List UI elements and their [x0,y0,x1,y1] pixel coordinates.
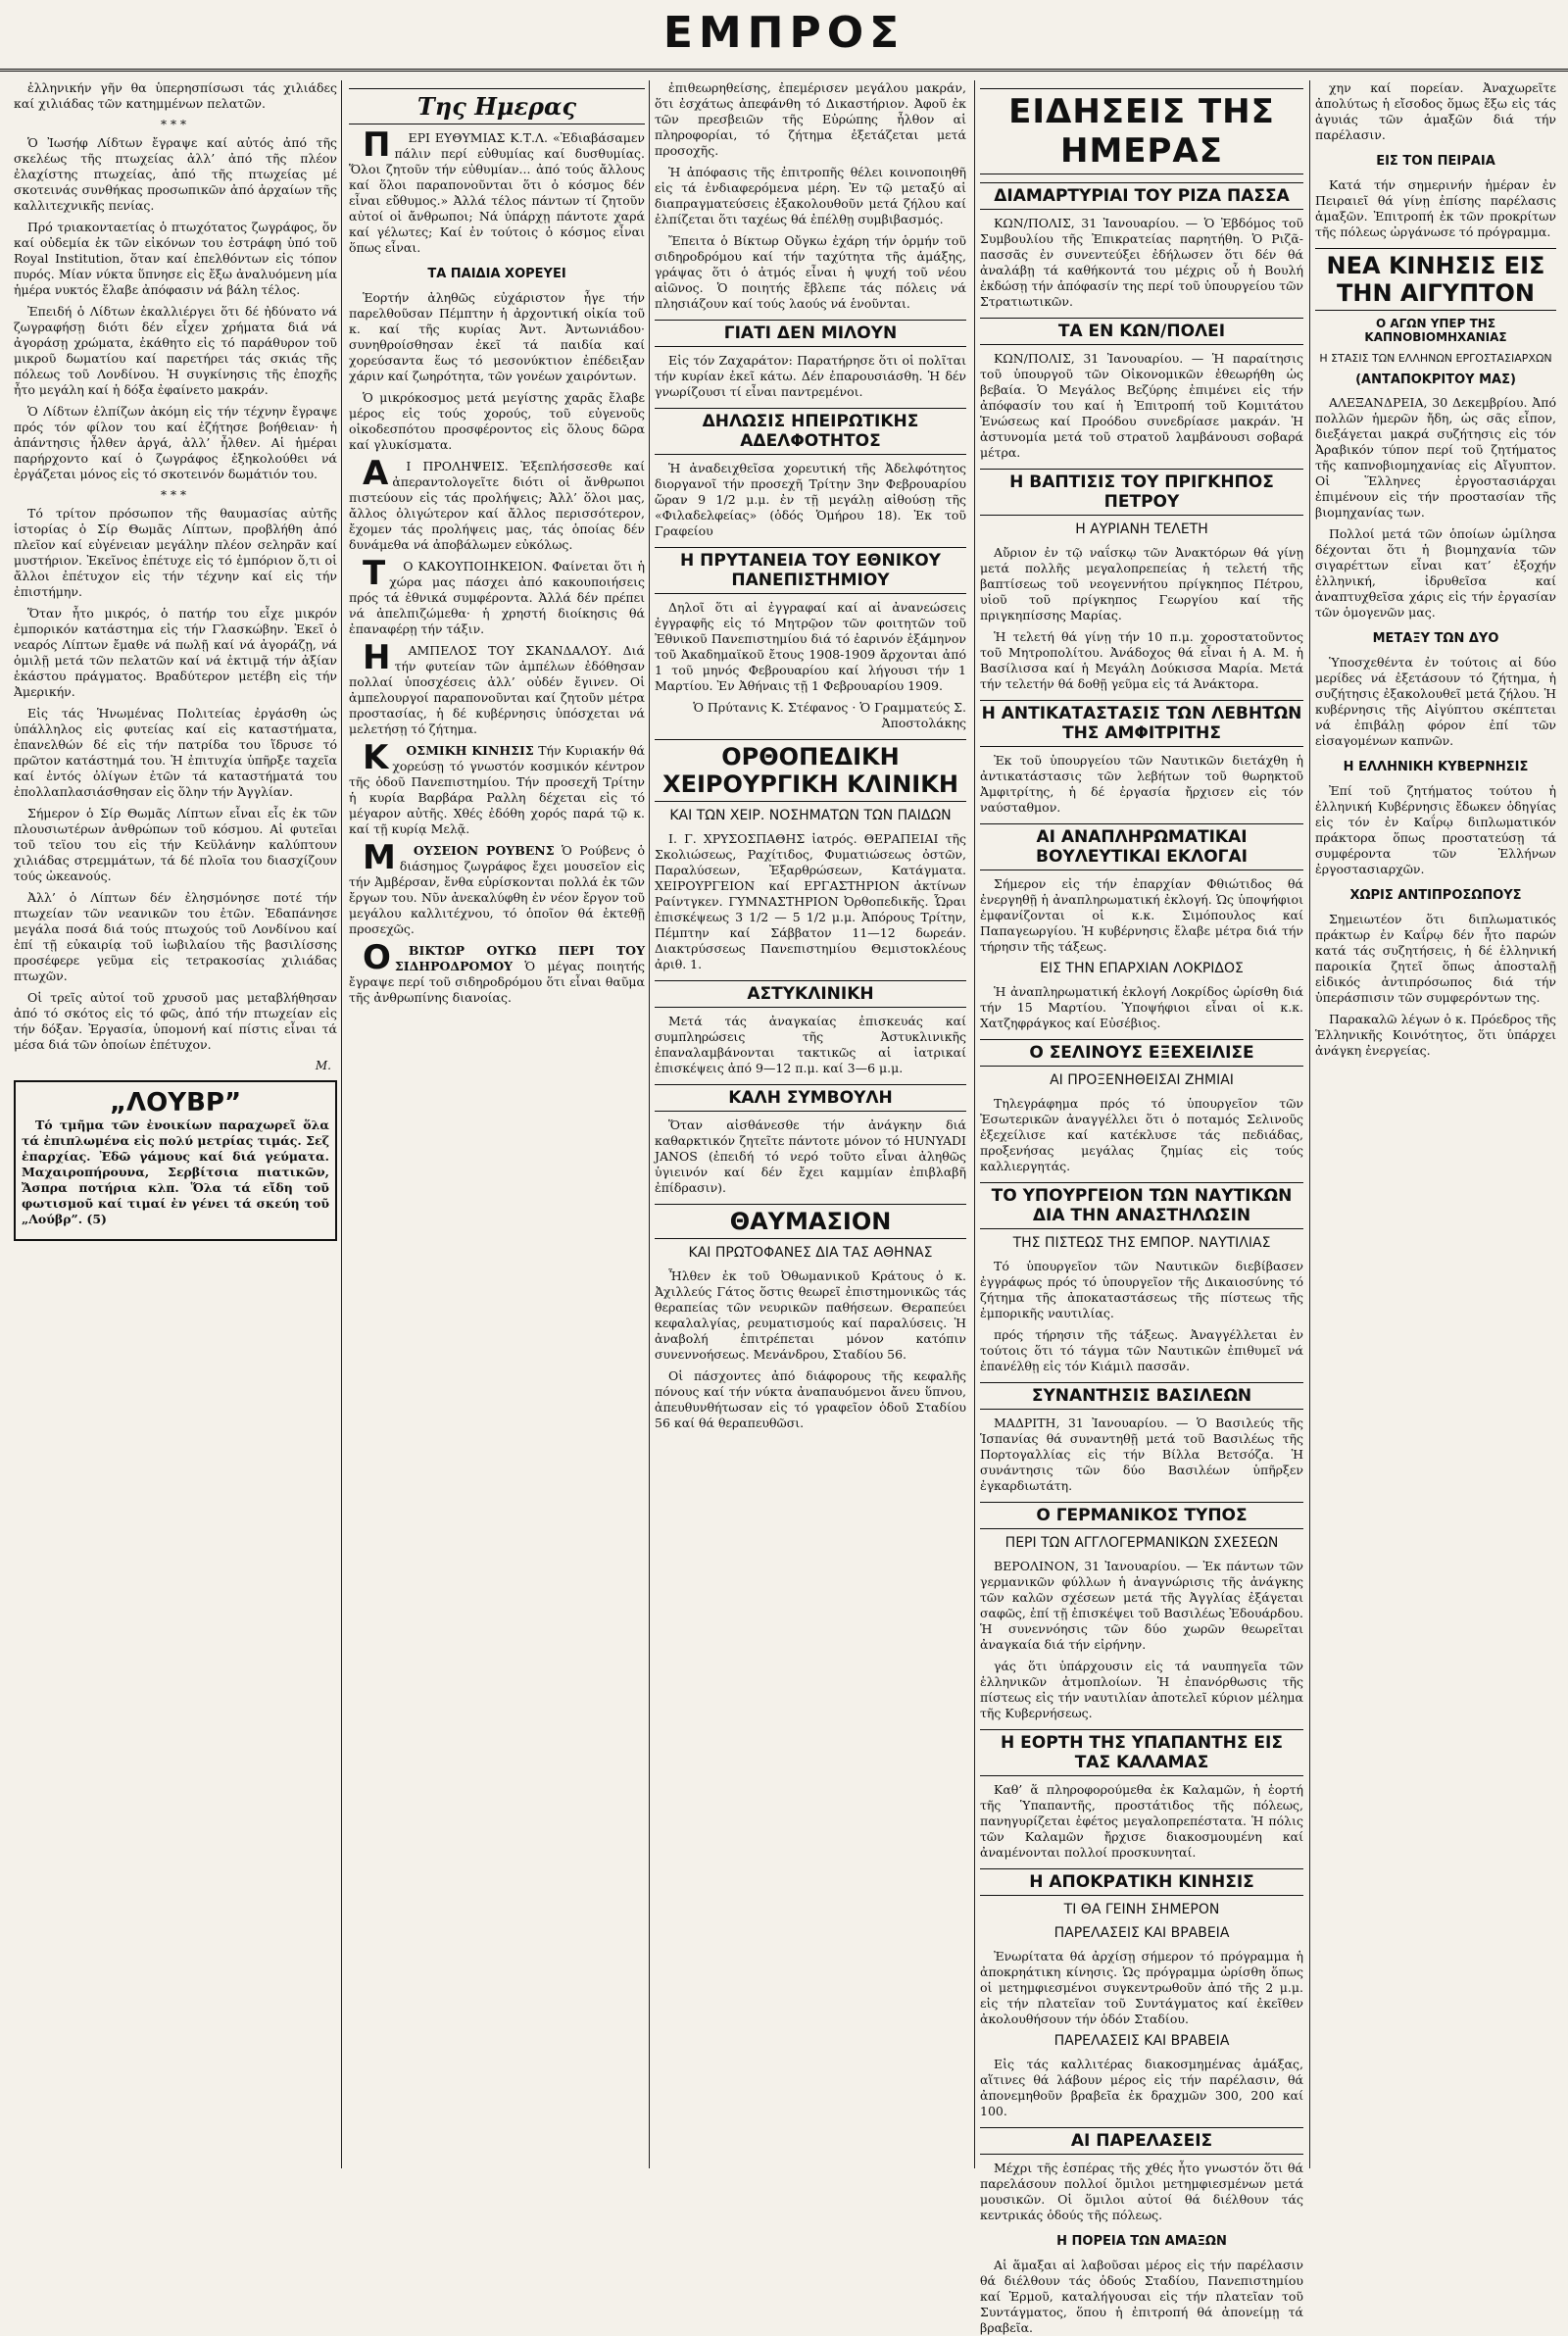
drop-cap: Η [363,638,391,677]
article-paragraph: Τηλεγράφημα πρός τό ὑπουργεῖον τῶν Ἐσωτερικῶν ἀναγγέλλει ὅτι ὁ ποταμός Σελινοῦς ἐξεχείλισε καί κατέκλυσε τάς πεδιάδας, προξενήσας μεγάλας ζημίας εἰς τούς καλλιεργητάς. [980,1096,1303,1173]
article-paragraph: Ἦλθεν ἐκ τοῦ Ὀθωμανικοῦ Κράτους ὁ κ. Ἀχιλλεύς Γάτος ὅστις θεωρεῖ ἐπιστημονικῶς τάς θεραπείας τῶν νευρικῶν παθήσεων. Θεραπεύει κεφαλαλγίας, ρευματισμούς καί παραλύσεις. Ἡ ἀναβολή ἐπιτρέπεται μόνον κατόπιν συνεννοήσεως. Μενάνδρου, Σταδίου 56. [655,1268,966,1362]
article-signature: Ὁ Πρύτανις Κ. Στέφανος · Ὁ Γραμματεύς Σ. Ἀποστολάκης [693,700,966,730]
article-paragraph: Εἰς τάς Ἡνωμένας Πολιτείας ἐργάσθη ὡς ὑπάλληλος εἰς φυτείας καί εἰς καταστήματα, ἐπανελθών δέ εἰς τήν πατρίδα του ἵδρυσε τό πρῶτον κατάστημά του. Ἡ ἐπιτυχία ὑπῆρξε ταχεῖα καί ἐντός ὀλίγων ἐτῶν τά καταστήματά του ἐπολλαπλασιάσθησαν εἰς ὅλην τήν Ἀγγλίαν. [14,706,337,799]
article-paragraph: Ὑποσχεθέντα ἐν τούτοις αἱ δύο μερίδες νά ἐξετάσουν τό ζήτημα, ἡ συζήτησις ἐξακολουθεῖ μετά ζήλου. Ἡ κυβέρνησις τῆς Αἰγύπτου σκέπτεται νά ἐπιβάλῃ φόρον ἐπί τῶν εἰσαγομένων καπνῶν. [1315,655,1556,748]
article-paragraph: ΑΛΕΞΑΝΔΡΕΙΑ, 30 Δεκεμβρίου. Ἀπό πολλῶν ἡμερῶν ἤδη, ὡς σᾶς εἶπον, διεξάγεται μακρά συζήτησις εἰς τόν Ἀραβικόν τύπον περί τοῦ ζητήματος τῆς καπνοβιομηχανίας εἰς Αἴγυπτον. Οἱ Ἕλληνες ἐργοστασιάρχαι ἐπιμένουν εἰς τήν προστασίαν τῆς βιομηχανίας των. [1315,395,1556,520]
column-5 [1315,80,1556,2168]
article-paragraph: Αὔριον ἐν τῷ ναΐσκῳ τῶν Ἀνακτόρων θά γίνῃ μετά πολλῆς μεγαλοπρεπείας ἡ τελετή τῆς βαπτίσεως τοῦ νεογεννήτου πρίγκηπος Πέτρου, υἱοῦ τοῦ πρίγκηπος Γεωργίου καί τῆς πριγκηπίσσης Μαρίας. [980,545,1303,622]
article-paragraph: Ὁ Ρούβενς ὁ διάσημος ζωγράφος ἔχει μουσεῖον εἰς τήν Ἀμβέρσαν, ἔνθα εὑρίσκονται πολλά ἐκ τῶν ἔργων του. Νῦν ἀνεκαλύφθη ἐν νέον ἔργον τοῦ μεγάλου καλλιτέχνου, τό ὁποῖον θά ἐκτεθῇ προσεχῶς. [349,843,645,936]
article-paragraph: ΕΡΙ ΕΥΘΥΜΙΑΣ Κ.Τ.Λ. «Ἐδιαβάσαμεν πάλιν περί εὐθυμίας καί δυσθυμίας. Ὅλοι ζητοῦν τήν εὐθυμίαν... ἀπό τούς ἄλλους καί ὅλοι παραπονοῦνται ὅτι ὁ κόσμος δέν εἶναι εὔθυμος.» Ἀλλά τέλος πάντων τί ζητοῦν αὐτοί οἱ ἄνθρωποι; Νά ὑπάρχῃ πάντοτε χαρά καί γέλωτες; Καί ἐν τούτοις ὁ κόσμος εἶναι ὅπως εἶναι. [349,130,645,255]
article-paragraph: Οἱ τρεῖς αὐτοί τοῦ χρυσοῦ μας μεταβλήθησαν ἀπό τό σκότος εἰς τό φῶς, ἀπό τήν πτωχείαν εἰς τήν δόξαν. Ἐργασία, ὑπομονή καί πίστις εἶναι τά μέσα διά τῶν ὁποίων ἐπέτυχον. [14,990,337,1052]
column-rule [974,80,975,2168]
article-paragraph: Σήμερον εἰς τήν ἐπαρχίαν Φθιώτιδος θά ἐνεργηθῇ ἡ ἀναπληρωματική ἐκλογή. Ὡς ὑποψήφιοι ἐμφανίζονται οἱ κ.κ. Σιμόπουλος καί Παπαγεωργίου. Ἡ κυβέρνησις ἔλαβε μέτρα διά τήν τήρησιν τῆς τάξεως. [980,876,1303,954]
article-heading: ΔΗΛΩΣΙΣ ΗΠΕΙΡΩΤΙΚΗΣ ΑΔΕΛΦΟΤΗΤΟΣ [655,408,966,455]
article-paragraph: Πολλοί μετά τῶν ὁποίων ὡμίλησα δέχονται ὅτι ἡ βιομηχανία τῶν σιγαρέττων εἶναι κατ’ ἐξοχήν ἑλληνική, ἰδρυθεῖσα καί ἀναπτυχθεῖσα χάρις εἰς τήν ἐργασίαν τῶν ὁμογενῶν μας. [1315,526,1556,620]
author-signature: Μ. [315,1059,331,1072]
article-paragraph: Σημειωτέον ὅτι διπλωματικός πράκτωρ ἐν Καΐρῳ δέν ἦτο παρών κατά τάς συζητήσεις, ἡ δέ ἑλληνική παροικία ζητεῖ ὅπως ἀποσταλῇ εἰδικός ἀντιπρόσωπος διά τήν ὑπεράσπισιν τῶν συμφερόντων της. [1315,912,1556,1005]
article-paragraph: Ο ΚΑΚΟΥΠΟΙΗΚΕΙΟΝ. Φαίνεται ὅτι ἡ χώρα μας πάσχει ἀπό κακουποιήσεις πρός τά ἐθνικά συμφέροντα. Ἀλλά δέν πρέπει νά ἀπελπιζώμεθα· ἡ χρηστή διοίκησις θά ἐπαναφέρῃ τήν τάξιν. [349,559,645,636]
article-subheading: ΠΑΡΕΛΑΣΕΙΣ ΚΑΙ ΒΡΑΒΕΙΑ [1054,1925,1230,1941]
article-paragraph: Καθ’ ἅ πληροφορούμεθα ἐκ Καλαμῶν, ἡ ἑορτή τῆς Ὑπαπαντῆς, προστάτιδος τῆς πόλεως, πανηγυρίζεται ἐφέτος μεγαλοπρεπέστατα. Ἡ πόλις τῶν Καλαμῶν ἤρχισε διακοσμουμένη καί ἀναμένονται πολλοί προσκυνηταί. [980,1782,1303,1860]
article-subheading: Η ΣΤΑΣΙΣ ΤΩΝ ΕΛΛΗΝΩΝ ΕΡΓΟΣΤΑΣΙΑΡΧΩΝ [1319,352,1552,365]
article-paragraph: Ὁ μικρόκοσμος μετά μεγίστης χαρᾶς ἔλαβε μέρος εἰς τούς χορούς, τοῦ εὐγενοῦς οἰκοδεσπότου προσφέροντος εἰς ὅλους δῶρα καί γλυκίσματα. [349,390,645,452]
article-heading: ΔΙΑΜΑΡΤΥΡΙΑΙ ΤΟΥ ΡΙΖΑ ΠΑΣΣΑ [980,182,1303,210]
article-paragraph: Ἡ ἀναπληρωματική ἐκλογή Λοκρίδος ὡρίσθη διά τήν 15 Μαρτίου. Ὑποψήφιοι εἶναι οἱ κ.κ. Χατζηφράγκος καί Εὐσέβιος. [980,984,1303,1030]
column-3 [655,80,966,2168]
article-heading: ΤΑ ΠΑΙΔΙΑ ΧΟΡΕΥΕΙ [427,267,566,281]
section-title: ΕΙΔΗΣΕΙΣ ΤΗΣ ΗΜΕΡΑΣ [980,88,1303,174]
article-paragraph: Τό ὑπουργεῖον τῶν Ναυτικῶν διεβίβασεν ἐγγράφως πρός τό ὑπουργεῖον τῆς Δικαιοσύνης τό ζήτημα τῆς ἀποκαταστάσεως τῆς πίστεως τῆς ἐμπορικῆς ναυτιλίας. [980,1259,1303,1320]
column-4 [980,80,1303,2335]
article-paragraph: Ὁ Λίδτων ἐλπίζων ἀκόμη εἰς τήν τέχνην ἔγραψε πρός τόν φίλον του καί ἐζήτησε βοήθειαν· ἡ ἀπάντησις ἦλθεν ἀργά, ἀλλ’ ἦλθεν. Αἱ ἡμέραι παρήρχοντο καί ὁ ζωγράφος ἐξηκολούθει νά ἐργάζεται μόνος εἰς τό σκοτεινόν δωμάτιόν του. [14,404,337,481]
article-heading: ΘΑΥΜΑΣΙΟΝ [655,1204,966,1239]
article-heading: Η ΕΛΛΗΝΙΚΗ ΚΥΒΕΡΝΗΣΙΣ [1343,760,1529,774]
article-heading: Η ΠΡΥΤΑΝΕΙΑ ΤΟΥ ΕΘΝΙΚΟΥ ΠΑΝΕΠΙΣΤΗΜΙΟΥ [655,547,966,594]
article-paragraph: Ι. Γ. ΧΡΥΣΟΣΠΑΘΗΣ ἰατρός. ΘΕΡΑΠΕΙΑΙ τῆς Σκολιώσεως, Ραχίτιδος, Φυματιώσεως ὀστῶν, Παραλύσεων, Ἐξαρθρώσεων, Κατάγματα. ΧΕΙΡΟΥΡΓΕΙΟΝ καί ΕΡΓΑΣΤΗΡΙΟΝ ἀκτίνων Ραίντγκεν. ΓΥΜΝΑΣΤΗΡΙΟΝ Ὀρθοπεδικῆς. Ὧραι ἐπισκέψεως 3 1/2 — 5 1/2 μ.μ. Ἀπόρους Τρίτην, Πέμπτην καί Σάββατον 11—12 δωρεάν. Διακτρύσσεως Πανεπιστημίου Θεμιστοκλέους ἀριθ. 1. [655,831,966,971]
article-heading: ΕΙΣ ΤΟΝ ΠΕΙΡΑΙΑ [1376,154,1495,169]
article-paragraph: ΚΩΝ/ΠΟΛΙΣ, 31 Ἰανουαρίου. — Ὁ Ἐβδόμος τοῦ Συμβουλίου τῆς Ἐπικρατείας παρητήθη. Ὁ Ριζᾶ-πασσᾶς ἐν συνεντεύξει ἐδήλωσεν ὅτι δέν θά ἀναλάβῃ τά καθήκοντά του μέχρις οὗ ἡ Βουλή ἐκδώσῃ τήν ἀπόφασίν της περί τοῦ ὑπουργείου τῶν Στρατιωτικῶν. [980,216,1303,309]
article-subheading: ΠΑΡΕΛΑΣΕΙΣ ΚΑΙ ΒΡΑΒΕΙΑ [1054,2033,1230,2049]
drop-cap: Κ [363,738,389,777]
article-paragraph: Δηλοῖ ὅτι αἱ ἐγγραφαί καί αἱ ἀνανεώσεις ἐγγραφῆς εἰς τό Μητρῷον τῶν φοιτητῶν τοῦ Ἐθνικοῦ Πανεπιστημίου διά τό ἐαρινόν ἑξάμηνον τοῦ Ἀκαδημαϊκοῦ ἔτους 1908-1909 ἄρχονται ἀπό 1 τοῦ μηνός Φεβρουαρίου καί λήγουσι τήν 1 Μαρτίου. Ἐν Ἀθήναις τῇ 1 Φεβρουαρίου 1909. [655,600,966,693]
article-paragraph: Ὅταν αἰσθάνεσθε τήν ἀνάγκην διά καθαρκτικόν ζητεῖτε πάντοτε μόνον τό HUNYADI JANOS (ἐπειδή τό νερό τοῦτο εἶναι ἀληθῶς ὑγιεινόν καί δέν ἔχει καμμίαν ἐπιβλαβῆ ἐπίδρασιν). [655,1118,966,1195]
article-subheading: Η ΑΥΡΙΑΝΗ ΤΕΛΕΤΗ [1075,522,1208,537]
drop-cap: Τ [363,554,386,593]
article-subheading: ΚΑΙ ΠΡΩΤΟΦΑΝΕΣ ΔΙΑ ΤΑΣ ΑΘΗΝΑΣ [688,1245,933,1261]
article-heading: ΧΩΡΙΣ ΑΝΤΙΠΡΟΣΩΠΟΥΣ [1349,888,1522,903]
article-heading: ΒΙΚΤΩΡ ΟΥΓΚΩ ΠΕΡΙ ΤΟΥ ΣΙΔΗΡΟΔΡΟΜΟΥ [394,943,645,973]
article-heading: Η ΒΑΠΤΙΣΙΣ ΤΟΥ ΠΡΙΓΚΗΠΟΣ ΠΕΤΡΟΥ [980,469,1303,516]
article-heading: ΚΑΛΗ ΣΥΜΒΟΥΛΗ [655,1084,966,1112]
article-paragraph: ΚΩΝ/ΠΟΛΙΣ, 31 Ἰανουαρίου. — Ἡ παραίτησις τοῦ ὑπουργοῦ τῶν Οἰκονομικῶν ἐθεωρήθη ὡς βεβαία. Ὁ Μεγάλος Βεζύρης ἐπιμένει εἰς τήν ἀπόφασίν του καί ἡ Ἐπιτροπή τοῦ Κομιτάτου Ἑνώσεως καί Προόδου συνεδρίασε μακράν. Ἡ ἀστυνομία μετά τοῦ στρατοῦ λαμβάνουσι σοβαρά μέτρα. [980,351,1303,460]
article-paragraph: Μετά τάς ἀναγκαίας ἐπισκευάς καί συμπληρώσεις τῆς Ἀστυκλινικῆς ἐπαναλαμβάνονται τακτικῶς αἱ ἰατρικαί ἐπισκέψεις ἀπό 9—12 π.μ. καί 3—6 μ.μ. [655,1014,966,1075]
column-rule [1309,80,1310,2168]
article-heading: ΜΕΤΑΞΥ ΤΩΝ ΔΥΟ [1372,631,1499,646]
drop-cap: Α [363,454,389,493]
section-stars: *** [161,488,190,502]
article-heading: ΤΟ ΥΠΟΥΡΓΕΙΟΝ ΤΩΝ ΝΑΥΤΙΚΩΝ ΔΙΑ ΤΗΝ ΑΝΑΣΤΗΛΩΣΙΝ [980,1182,1303,1229]
masthead [0,0,1568,72]
article-heading: Ο ΓΕΡΜΑΝΙΚΟΣ ΤΥΠΟΣ [980,1502,1303,1529]
article-subheading: ΠΕΡΙ ΤΩΝ ΑΓΓΛΟΓΕΡΜΑΝΙΚΩΝ ΣΧΕΣΕΩΝ [1004,1535,1279,1551]
article-paragraph: Ἔπειτα ὁ Βίκτωρ Οὔγκω ἐχάρη τήν ὁρμήν τοῦ σιδηροδρόμου καί τήν ταχύτητα τῆς ἁμάξης, γράψας ὅτι ὁ ἀτμός εἶναι ἡ ψυχή τοῦ νέου αἰῶνος. Ὁ ποιητής ἔβλεπε τάς πόλεις νά πλησιάζουν καί τούς λαούς νά ἑνοῦνται. [655,233,966,311]
article-paragraph: Κατά τήν σημερινήν ἡμέραν ἐν Πειραιεῖ θά γίνῃ ἐπίσης παρέλασις ἁμαξῶν. Ἐπιτροπή ἐκ τῶν προκρίτων τῆς πόλεως ὠργάνωσε τό πρόγραμμα. [1315,177,1556,239]
article-heading: ΓΙΑΤΙ ΔΕΝ ΜΙΛΟΥΝ [655,320,966,347]
article-paragraph: Εἰς τόν Ζαχαράτον: Παρατήρησε ὅτι οἱ πολῖται τήν κυρίαν ἐκεῖ κάτω. Δέν ἐπαρουσιάσθη. Ἡ δέν γνωρίζουσι τί εἶναι παντρεμένοι. [655,353,966,399]
article-heading: ΑΣΤΥΚΛΙΝΙΚΗ [655,980,966,1008]
article-paragraph: Μέχρι τῆς ἑσπέρας τῆς χθές ἦτο γνωστόν ὅτι θά παρελάσουν πολλοί ὅμιλοι μετημφιεσμένων μετά μουσικῶν. Οἱ ὅμιλοι αὐτοί θά διέλθουν τάς κεντρικάς ὁδούς τῆς πόλεως. [980,2161,1303,2222]
article-paragraph: Αἱ ἅμαξαι αἱ λαβοῦσαι μέρος εἰς τήν παρέλασιν θά διέλθουν τάς ὁδούς Σταδίου, Πανεπιστημίου καί Ἑρμοῦ, καταλήγουσαι εἰς τήν πλατεῖαν τοῦ Συντάγματος, ὅπου ἡ ἐπιτροπή θά ἀπονείμῃ τά βραβεῖα. [980,2258,1303,2335]
article-heading: Η ΠΟΡΕΙΑ ΤΩΝ ΑΜΑΞΩΝ [1056,2234,1227,2249]
article-paragraph: ἐπιθεωρηθείσης, ἐπεμέρισεν μεγάλου μακράν, ὅτι ἐσχάτως ἀπεφάνθη τό Δικαστήριον. Ἀφοῦ ἐκ τῶν πρεσβειῶν τῆς Εὐρώπης ἦλθον αἱ πληροφορίαι, τό ζήτημα ἐξετάζεται μετά προσοχῆς. [655,80,966,158]
article-heading: ΟΣΜΙΚΗ ΚΙΝΗΣΙΣ [406,743,534,758]
article-heading: Ο ΣΕΛΙΝΟΥΣ ΕΞΕΧΕΙΛΙΣΕ [980,1039,1303,1067]
article-paragraph: Ι ΠΡΟΛΗΨΕΙΣ. Ἐξεπλήσσεσθε καί ἀπεραντολογεῖτε διότι οἱ ἄνθρωποι πιστεύουν εἰς τάς προλήψεις; Ἀλλ’ ὅλοι μας, ἄλλος ὀλιγώτερον καί ἄλλος περισσότερον, ἔχομεν τάς προλήψεις μας, τάς ὁποίας δέν δυνάμεθα νά ἀποβάλωμεν εὐκόλως. [349,459,645,552]
article-subheading: ΑΙ ΠΡΟΞΕΝΗΘΕΙΣΑΙ ΖΗΜΙΑΙ [1050,1072,1234,1088]
article-paragraph: πρός τήρησιν τῆς τάξεως. Ἀναγγέλλεται ἐν τούτοις ὅτι τό τάγμα τῶν Ναυτικῶν ἐπιθυμεῖ νά ἐπανέλθῃ εἰς τόν Κιάμιλ πασσᾶν. [980,1327,1303,1373]
article-paragraph: Εἰς τάς καλλιτέρας διακοσμημένας ἁμάξας, αἵτινες θά λάβουν μέρος εἰς τήν παρέλασιν, θά ἀπονεμηθοῦν βραβεῖα ἐκ δραχμῶν 300, 200 καί 100. [980,2057,1303,2118]
article-heading: Η ΑΝΤΙΚΑΤΑΣΤΑΣΙΣ ΤΩΝ ΛΕΒΗΤΩΝ ΤΗΣ ΑΜΦΙΤΡΙΤΗΣ [980,700,1303,747]
column-1 [14,80,337,2168]
article-paragraph: ΒΕΡΟΛΙΝΟΝ, 31 Ἰανουαρίου. — Ἐκ πάντων τῶν γερμανικῶν φύλλων ἡ ἀναγνώρισις τῆς ἀνάγκης τῶν καλῶν σχέσεων μετά τῆς Ἀγγλίας ἐξάγεται σαφῶς, ἐπί τῇ ἐπισκέψει τοῦ Βασιλέως Ἐδουάρδου. Ἡ συνεννόησις τῶν δύο χωρῶν θεωρεῖται ἀναγκαία διά τήν εἰρήνην. [980,1559,1303,1652]
article-paragraph: ΑΜΠΕΛΟΣ ΤΟΥ ΣΚΑΝΔΑΛΟΥ. Διά τήν φυτείαν τῶν ἀμπέλων ἐδόθησαν πολλαί ὑποσχέσεις ἀλλ’ οὐδέν ἔγινεν. Οἱ ἀμπελουργοί παραπονοῦνται καί ζητοῦν μέτρα προστασίας, ἡ δέ κυβέρνησις ὑπόσχεται νά μελετήσῃ τό ζήτημα. [349,643,645,736]
article-paragraph: γάς ὅτι ὑπάρχουσιν εἰς τά ναυπηγεῖα τῶν ἑλληνικῶν ἀτμοπλοίων. Ἡ ἐπανόρθωσις τῆς πίστεως εἰς τήν ναυτιλίαν ἀποτελεῖ κύριον μέλημα τῆς Κυβερνήσεως. [980,1659,1303,1720]
drop-cap: Ο [363,938,391,977]
column-2 [349,80,645,2168]
article-paragraph: Παρακαλῶ λέγων ὁ κ. Πρόεδρος τῆς Ἑλληνικῆς Κοινότητος, ὅτι ὑπάρχει ἀνάγκη ἐνεργείας. [1315,1012,1556,1058]
article-paragraph: ΜΑΔΡΙΤΗ, 31 Ἰανουαρίου. — Ὁ Βασιλεύς τῆς Ἱσπανίας θά συναντηθῇ μετά τοῦ Βασιλέως τῆς Πορτογαλλίας εἰς τήν Βίλλα Βετσόζα. Ἡ συνάντησις τῶν δύο Βασιλέων ὑπῆρξεν ἐγκαρδιωτάτη. [980,1416,1303,1493]
ad-text: Τό τμῆμα τῶν ἐνοικίων παραχωρεῖ ὅλα τά ἐπιπλωμένα εἰς πολύ μετρίας τιμάς. Σεζ ἐπαρχίας. Ἐδῶ γάμους καί διά γεύματα. Μαχαιροπήρουνα, Σερβίτσια πιατικῶν, Ἄσπρα ποτήρια κλπ. Ὅλα τά εἴδη τοῦ φωτισμοῦ καί τιμαί ἐν γένει τά σκεύη τοῦ „Λούβρ”. (5) [22,1118,329,1226]
article-subheading: ΤΗΣ ΠΙΣΤΕΩΣ ΤΗΣ ΕΜΠΟΡ. ΝΑΥΤΙΛΙΑΣ [1012,1235,1271,1251]
article-paragraph: Ὅταν ἦτο μικρός, ὁ πατήρ του εἶχε μικρόν ἐμπορικόν κατάστημα εἰς τήν Γλασκώβην. Ἐκεῖ ὁ νεαρός Λίπτων ἔμαθε νά πωλῇ καί νά ἀγοράζῃ, νά ὁμιλῇ μετά τῶν πελατῶν καί νά ἐκτιμᾷ τήν ἀξίαν ἑκάστου πράγματος. Βραδύτερον μετέβη εἰς τήν Ἀμερικήν. [14,606,337,699]
article-paragraph: Ἡ ἀναδειχθεῖσα χορευτική τῆς Ἀδελφότητος διοργανοῖ τήν προσεχῆ Τρίτην 3ην Φεβρουαρίου ὥραν 9 1/2 μ.μ. ἐν τῇ μεγάλῃ αἰθούσῃ τῆς «Φιλαδελφείας» (ὁδός Ὁμήρου 18). Ἐκ τοῦ Γραφείου [655,461,966,538]
ad-title: „ΛΟΥΒΡ” [109,1088,242,1118]
article-paragraph: Ἐπί τοῦ ζητήματος τούτου ἡ ἑλληνική Κυβέρνησις ἔδωκεν ὁδηγίας εἰς τόν ἐν Καΐρῳ διπλωματικόν πράκτορα ὅπως προστατεύσῃ τά συμφέροντα τῶν Ἑλλήνων ἐργοστασιαρχῶν. [1315,783,1556,876]
article-paragraph: Πρό τριακονταετίας ὁ πτωχότατος ζωγράφος, ὅν καί οὐδεμία ἐκ τῶν εἰκόνων του ἐστράφη ὑπό τοῦ Royal Institution, ὅταν καί ἐπελθόντων εἰς τόπον πυρός. Μίαν νύκτα ὕπνησε εἰς ἔξω ἀναλυόμενη μία ἡμέρα νυκτός ἔλαβε ἀπόφασιν νά βάλη τέλος. [14,220,337,297]
article-paragraph: Σήμερον ὁ Σίρ Θωμᾶς Λίπτων εἶναι εἷς ἐκ τῶν πλουσιωτέρων ἀνθρώπων τοῦ κόσμου. Αἱ φυτεῖαι τοῦ τεϊου του εἰς τήν Κεϋλάνην καλύπτουν χιλιάδας στρεμμάτων, τά δέ πλοῖα του διασχίζουν τούς ὠκεανούς. [14,806,337,883]
article-paragraph: Οἱ πάσχοντες ἀπό διάφορους τῆς κεφαλῆς πόνους καί τήν νύκτα ἀναπαυόμενοι ἄνευ ὕπνου, ἀπευθυνθήτωσαν εἰς τό γραφεῖον ὁδοῦ Σταδίου 56 καί θά θεραπευθῶσι. [655,1368,966,1430]
article-heading: ΑΙ ΠΑΡΕΛΑΣΕΙΣ [980,2127,1303,2155]
article-heading: Η ΑΠΟΚΡΑΤΙΚΗ ΚΙΝΗΣΙΣ [980,1868,1303,1896]
article-paragraph: Ἑορτήν ἀληθῶς εὐχάριστον ἦγε τήν παρελθοῦσαν Πέμπτην ἡ ἀρχοντική οἰκία τοῦ κ. καί τῆς κυρίας Ἀντ. Ἀντωνιάδου· συνηθροίσθησαν ἐκεῖ τά παιδία καί χορεύσαντα ἕως τό μεσονύκτιον ἐπέδειξαν χάριν καί ζωηρότητα, τῶν γονέων χαιρόντων. [349,290,645,383]
column-rule [649,80,650,2168]
article-heading: ΝΕΑ ΚΙΝΗΣΙΣ ΕΙΣ ΤΗΝ ΑΙΓΥΠΤΟΝ [1315,248,1556,311]
article-paragraph: Ἐκ τοῦ ὑπουργείου τῶν Ναυτικῶν διετάχθη ἡ ἀντικατάστασις τῶν λεβήτων τοῦ θωρηκτοῦ Ἀμφιτρίτης, ἡ δέ ἐργασία ἤρχισεν εἰς τόν ναύσταθμον. [980,753,1303,815]
column-rule [341,80,342,2168]
article-subheading: ΕΙΣ ΤΗΝ ΕΠΑΡΧΙΑΝ ΛΟΚΡΙΔΟΣ [1040,961,1244,976]
article-paragraph: Ὁ Ἰωσήφ Λίδτων ἔγραψε καί αὐτός ἀπό τῆς σκελέως τῆς πτωχείας ἀλλ’ ἀπό τῆς πλέον ἐλαχίστης πτωχείας, ἀπό τῆς πτωχείας μέ σκοτεινάς συνθήκας προσωπικῶν ἀπό ἀρχαίων τῆς καλλιτεχνικῆς πενίας. [14,135,337,213]
article-paragraph: Τήν Κυριακήν θά χορεύσῃ τό γνωστόν κοσμικόν κέντρον τῆς ὁδοῦ Πανεπιστημίου. Τήν προσεχῆ Τρίτην ἡ κυρία Βαρβάρα Ραλλη δέχεται εἰς τό μέγαρον αὐτῆς. Χθές ἐδόθη χορός παρά τῷ κ. καί τῇ κυρίᾳ Μελᾷ. [349,743,645,836]
article-heading: ΟΥΣΕΙΟΝ ΡΟΥΒΕΝΣ [413,843,555,858]
article-heading: ΣΥΝΑΝΤΗΣΙΣ ΒΑΣΙΛΕΩΝ [980,1382,1303,1410]
article-heading: Η ΕΟΡΤΗ ΤΗΣ ΥΠΑΠΑΝΤΗΣ ΕΙΣ ΤΑΣ ΚΑΛΑΜΑΣ [980,1729,1303,1776]
drop-cap: Μ [363,838,396,877]
article-paragraph: ἐλληνικήν γῆν θα ὑπερησπίσωσι τάς χιλιάδες καί χιλιάδας τῶν κατημμένων πελατῶν. [14,80,337,111]
article-subheading: ΤΙ ΘΑ ΓΕΙΝΗ ΣΗΜΕΡΟΝ [1063,1902,1220,1917]
article-paragraph: Ὁ μέγας ποιητής ἔγραψε περί τοῦ σιδηροδρόμου ὅτι εἶναι θαῦμα τῆς ἀνθρωπίνης διανοίας. [349,959,645,1005]
article-paragraph: Ἡ ἀπόφασις τῆς ἐπιτροπῆς θέλει κοινοποιηθῆ εἰς τά ἐνδιαφερόμενα μέρη. Ἐν τῷ μεταξύ αἱ διαπραγματεύσεις ἐξακολουθοῦν μετά ζήλου καί ἐλπίζεται ὅτι ταχέως θά ἐπέλθῃ συμβιβασμός. [655,165,966,226]
article-subheading: Ο ΑΓΩΝ ΥΠΕΡ ΤΗΣ ΚΑΠΝΟΒΙΟΜΗΧΑΝΙΑΣ [1364,317,1507,344]
section-title: Της Ημερας [349,88,645,124]
article-paragraph: Ἐνωρίτατα θά ἀρχίσῃ σήμερον τό πρόγραμμα ἡ ἀποκρηάτικη κίνησις. Ὡς πρόγραμμα ὠρίσθη ὅπως οἱ μετημφιεσμένοι συγκεντρωθοῦν ἀπό τῆς 2 μ.μ. εἰς τήν πλατεῖαν τοῦ Συντάγματος καί ἐκεῖθεν ἀκολουθήσουν τήν ὁδόν Σταδίου. [980,1949,1303,2026]
article-heading: ΑΙ ΑΝΑΠΛΗΡΩΜΑΤΙΚΑΙ ΒΟΥΛΕΥΤΙΚΑΙ ΕΚΛΟΓΑΙ [980,823,1303,870]
article-paragraph: Ἡ τελετή θά γίνῃ τήν 10 π.μ. χοροστατοῦντος τοῦ Μητροπολίτου. Ἀνάδοχος θά εἶναι ἡ Α. Μ. ἡ Βασίλισσα καί ἡ Μεγάλη Δούκισσα Μαρία. Μετά τήν τελετήν θά δοθῇ γεῦμα εἰς τά Ἀνάκτορα. [980,629,1303,691]
article-heading: ΟΡΘΟΠΕΔΙΚΗ ΧΕΙΡΟΥΡΓΙΚΗ ΚΛΙΝΙΚΗ [655,739,966,802]
article-paragraph: χην καί πορείαν. Ἀναχωρεῖτε ἀπολύτως ἡ εἴσοδος ὅμως ἔξω εἰς τάς ἀγυιάς τῶν ἁμαξῶν διά τήν παρέλασιν. [1315,80,1556,142]
newspaper-title: ΕΜΠΡΟΣ [662,8,906,58]
article-subheading: (ΑΝΤΑΠΟΚΡΙΤΟΥ ΜΑΣ) [1355,373,1516,387]
louvre-advertisement [14,1080,337,1241]
drop-cap: Π [363,125,391,165]
article-heading: ΤΑ ΕΝ ΚΩΝ/ΠΟΛΕΙ [980,318,1303,345]
article-paragraph: Ἐπειδή ὁ Λίδτων ἐκαλλιέργει ὅτι δέ ἠδύνατο νά ζωγραφήσῃ διότι δέν εἶχεν χρήματα διά νά ἀγοράσῃ χρώματα, ἐκάθητο εἰς τό παράθυρον τοῦ μικροῦ δωματίου καί παρετήρει τάς σκιάς τῆς πόλεως τοῦ Λονδίνου. Ἡ συγκίνησις τῆς ἐποχῆς ἦτο μεγάλη καί ἡ δόξα ἐφαίνετο μακράν. [14,304,337,397]
article-paragraph: Ἀλλ’ ὁ Λίπτων δέν ἐλησμόνησε ποτέ τήν πτωχείαν τῶν νεανικῶν του ἐτῶν. Ἐδαπάνησε μεγάλα ποσά διά τούς πτωχούς τοῦ Λονδίνου καί ἐπί τῇ εὐκαιρίᾳ τοῦ ἰωβιλαίου τῆς βασιλίσσης προσέφερε γεῦμα εἰς τετρακοσίας χιλιάδας πτωχῶν. [14,890,337,983]
article-paragraph: Τό τρίτον πρόσωπον τῆς θαυμασίας αὐτῆς ἱστορίας ὁ Σίρ Θωμᾶς Λίπτων, προβλήθη ἀπό πλεῖον καί εὐγένειαν μεγάλην πλέον σεληρᾶν καί μυστήριον. Ἐκεῖνος ἐπέτυχε εἰς τό ἐμπόριον ὅ,τι οἱ ἄλλοι ἐπέτυχον εἰς τήν τέχνην καί εἰς τήν ἐπιστήμην. [14,506,337,599]
section-stars: *** [161,118,190,131]
article-subheading: ΚΑΙ ΤΩΝ ΧΕΙΡ. ΝΟΣΗΜΑΤΩΝ ΤΩΝ ΠΑΙΔΩΝ [669,808,952,823]
